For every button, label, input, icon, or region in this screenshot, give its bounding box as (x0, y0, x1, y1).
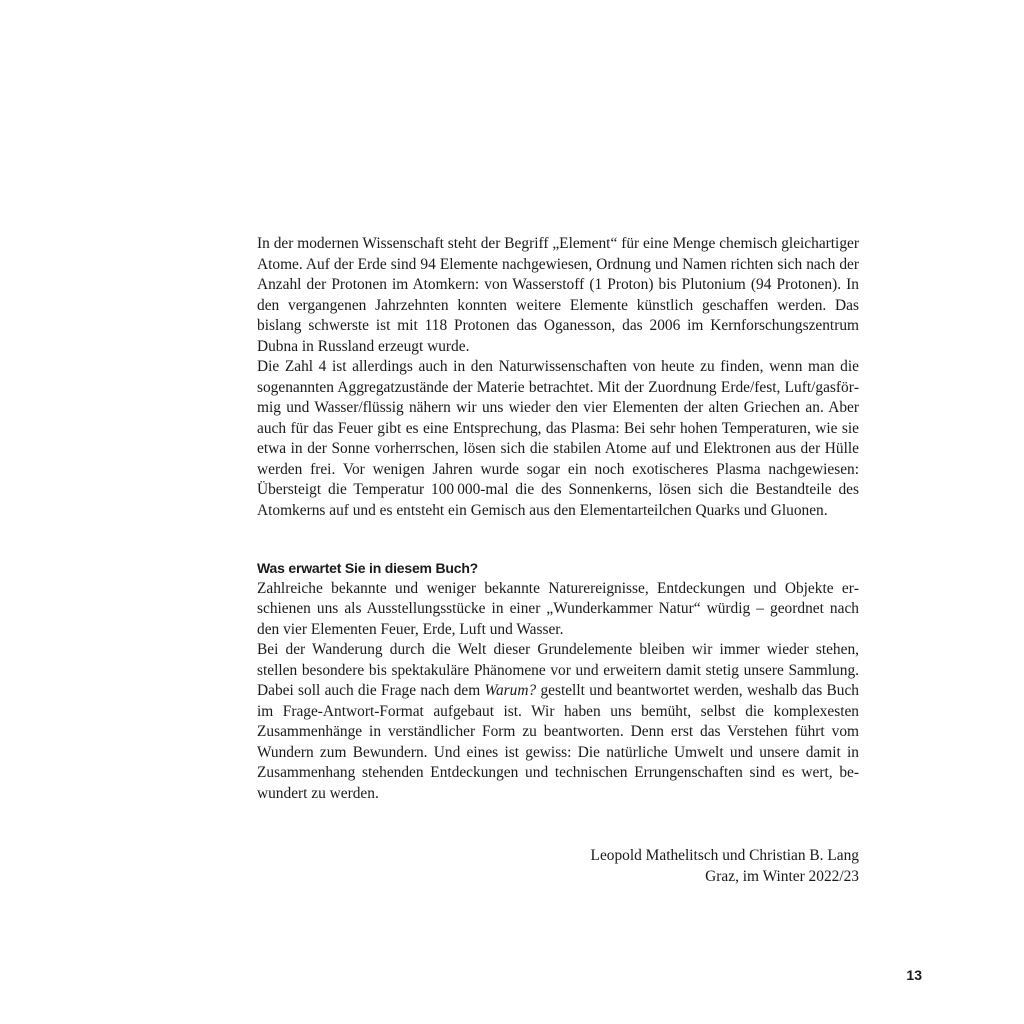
paragraph-modern-elements: In der modernen Wissenschaft steht der Begriff „Element“ für eine Menge chemisch gleichartiger Atome. Auf der Erde sind 94 Elemente nachgewiesen, Ordnung und Namen richten sich nach der Anzahl der Protonen im Atomkern: von Wasserstoff (1 Proton) bis Plutonium (94 Protonen). In den vergangenen Jahrzehnten konnten weitere Elemente künstlich geschaffen werden. Das bislang schwerste ist mit 118 Protonen das Oganesson, das 2006 im Kernforschungszentrum Dubna in Russland erzeugt wurde. (257, 235, 859, 355)
section-elements-text (257, 234, 859, 521)
page-number: 13 (906, 967, 922, 983)
paragraph-wandering-part-2: gestellt und beantwortet werden, weshalb das Buch im Frage-Antwort-Format aufgebaut ist. Wir haben uns bemüht, selbst die komplexesten Zusammenhänge in verständlicher Form zu beantworten. Denn erst das Verstehen führt vom Wundern zum Bewundern. Und eines ist gewiss: Die natürliche Umwelt und unsere damit in Zusammenhang stehenden Entdeckungen und technischen Errungenschaften sind es wert, bewundert zu werden. (257, 682, 859, 802)
paragraph-aggregate-states: Die Zahl 4 ist allerdings auch in den Naturwissenschaften von heute zu finden, wenn man die sogenannten Aggregatzustände der Materie betrachtet. Mit der Zuordnung Erde/fest, Luft/gasförmig und Wasser/flüssig nähern wir uns wieder den vier Elementen der alten Griechen an. Aber auch für das Feuer gibt es eine Entsprechung, das Plasma: Bei sehr hohen Temperaturen, wie sie etwa in der Sonne vorherrschen, lösen sich die stabilen Atome auf und Elektronen aus der Hülle werden frei. Vor wenigen Jahren wurde sogar ein noch exotischeres Plasma nachgewiesen: Übersteigt die Temperatur 100 000-mal die des Sonnenkerns, lösen sich die Bestandteile des Atomkerns auf und es entsteht ein Gemisch aus den Elementarteilchen Quarks und Gluonen. (257, 358, 859, 519)
signature-place-date: Graz, im Winter 2022/23 (705, 867, 859, 885)
paragraph-wandering (257, 640, 859, 804)
signature-authors: Leopold Mathelitsch und Christian B. Lang (590, 847, 859, 864)
section-book-overview (257, 558, 859, 804)
emphasis-warum: Warum? (484, 682, 537, 699)
paragraph-exhibits: Zahlreiche bekannte und weniger bekannte Naturereignisse, Entdeckungen und Objekte erschienen uns als Ausstellungsstücke in einer „Wunderkammer Natur“ würdig – geordnet nach den vier Elementen Feuer, Erde, Luft und Wasser. (257, 579, 859, 638)
section-heading: Was erwartet Sie in diesem Buch? (257, 560, 479, 576)
paragraph-wandering-part-1: Bei der Wanderung durch die Welt dieser Grundelemente bleiben wir immer wieder stehen, stellen besondere bis spektakuläre Phänomene vor und erweitern damit stetig unsere Sammlung. Dabei soll auch die Frage nach dem (257, 641, 859, 699)
signature-block (500, 846, 859, 887)
